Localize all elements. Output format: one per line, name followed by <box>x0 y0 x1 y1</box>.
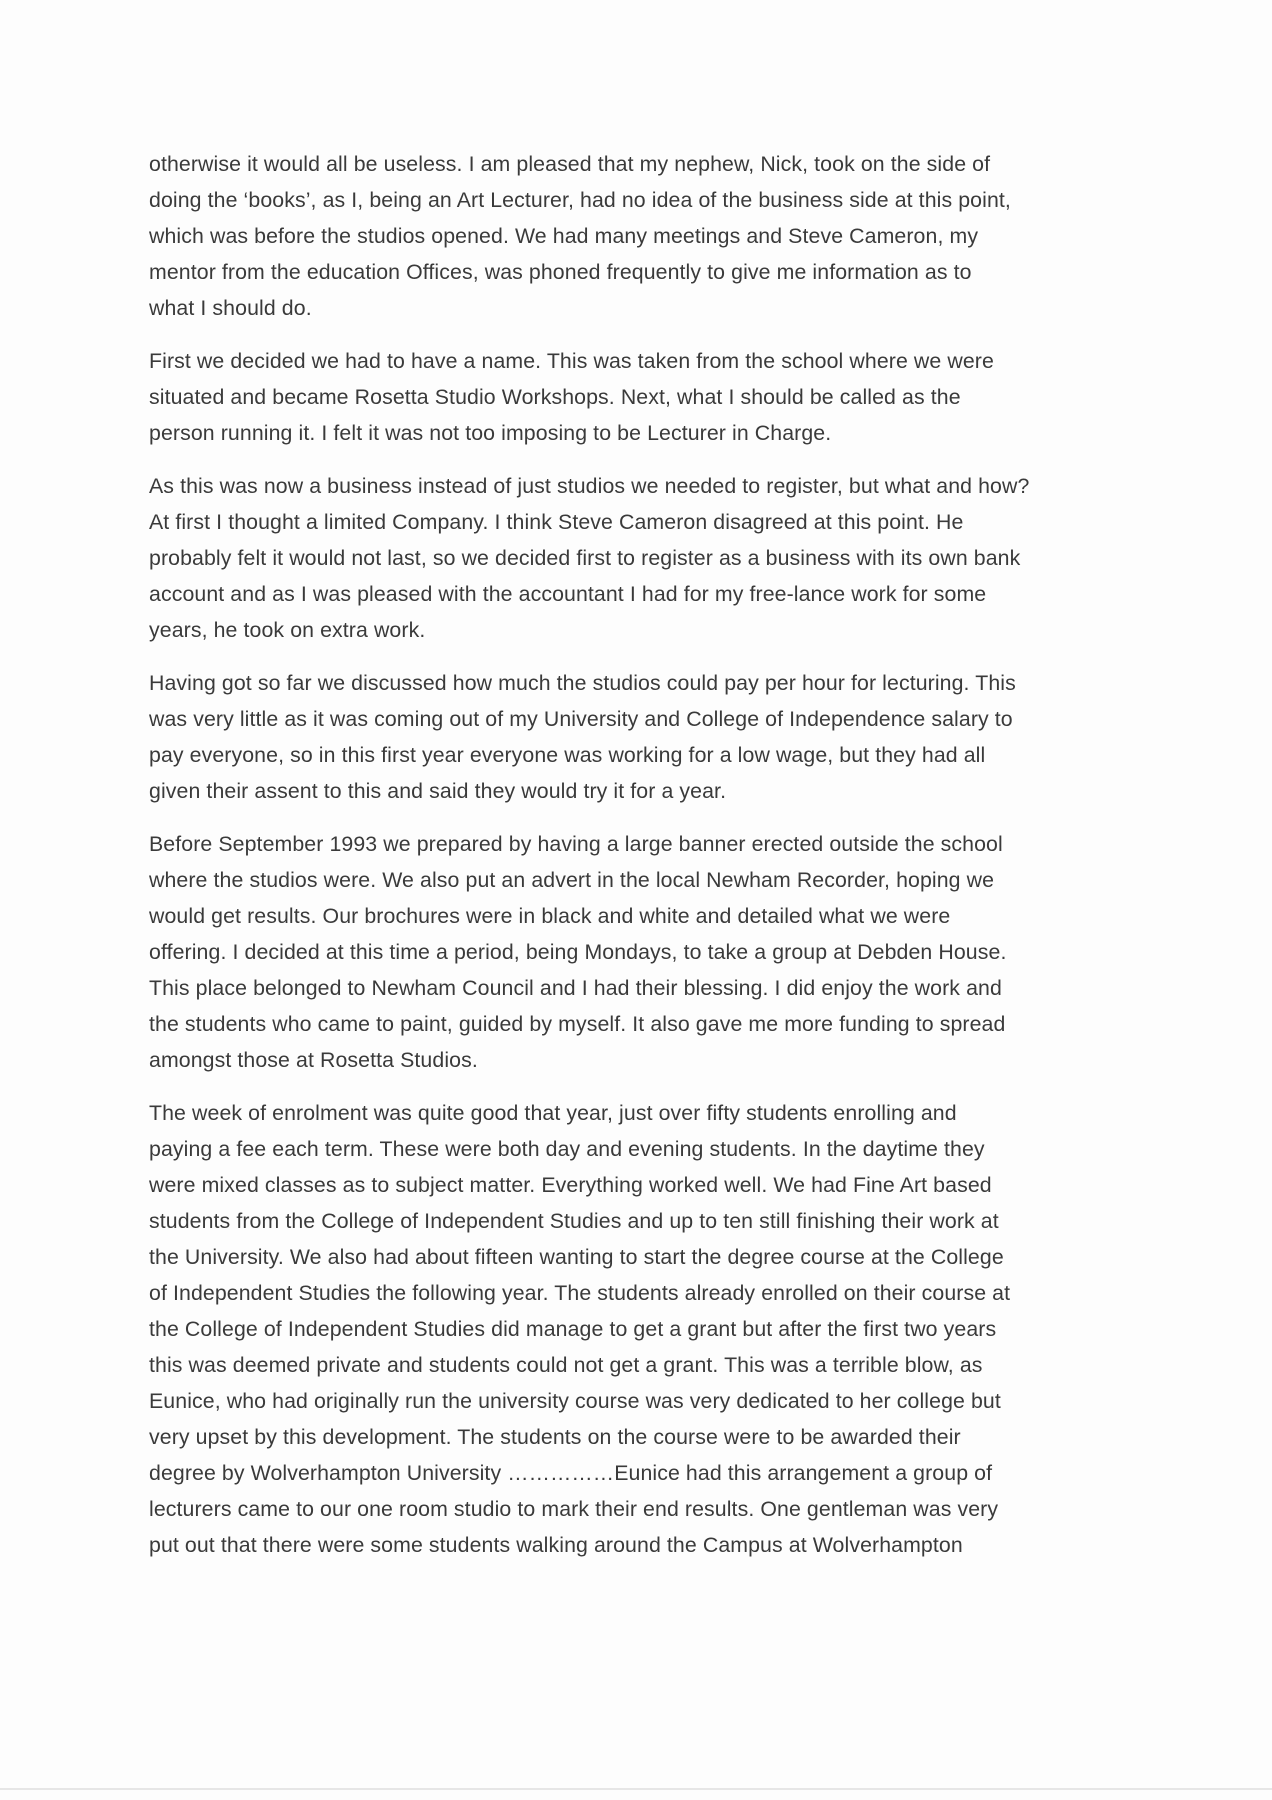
paragraph-1 <box>149 146 1139 326</box>
text-line: lecturers came to our one room studio to mark their end results. One gentleman was very <box>149 1497 999 1521</box>
text-line: As this was now a business instead of just studios we needed to register, but what and how? <box>149 474 1030 498</box>
text-line: years, he took on extra work. <box>149 618 426 642</box>
text-line: amongst those at Rosetta Studios. <box>149 1048 478 1072</box>
text-line: The week of enrolment was quite good that year, just over fifty students enrolling and <box>149 1101 957 1125</box>
text-line: of Independent Studies the following year. The students already enrolled on their course at <box>149 1281 1011 1305</box>
paragraph-2 <box>149 343 1139 451</box>
paragraph-4 <box>149 665 1139 809</box>
text-line: situated and became Rosetta Studio Workshops. Next, what I should be called as the <box>149 385 961 409</box>
paragraph-3 <box>149 468 1139 648</box>
text-line: First we decided we had to have a name. This was taken from the school where we were <box>149 349 994 373</box>
text-line: put out that there were some students walking around the Campus at Wolverhampton <box>149 1533 963 1557</box>
page-bottom-edge <box>0 1788 1272 1790</box>
document-body <box>149 146 1139 1580</box>
text-line: the College of Independent Studies did manage to get a grant but after the first two years <box>149 1317 997 1341</box>
text-line: were mixed classes as to subject matter. Everything worked well. We had Fine Art based <box>149 1173 992 1197</box>
text-line: would get results. Our brochures were in black and white and detailed what we were <box>149 904 951 928</box>
text-line: Before September 1993 we prepared by having a large banner erected outside the school <box>149 832 1003 856</box>
text-line: what I should do. <box>149 296 312 320</box>
text-line: very upset by this development. The students on the course were to be awarded their <box>149 1425 961 1449</box>
text-line: paying a fee each term. These were both day and evening students. In the daytime they <box>149 1137 985 1161</box>
text-line: where the studios were. We also put an advert in the local Newham Recorder, hoping we <box>149 868 995 892</box>
text-line: At first I thought a limited Company. I think Steve Cameron disagreed at this point. He <box>149 510 964 534</box>
text-line: otherwise it would all be useless. I am pleased that my nephew, Nick, took on the side of <box>149 152 991 176</box>
text-line: pay everyone, so in this first year everyone was working for a low wage, but they had all <box>149 743 986 767</box>
text-line: Having got so far we discussed how much the studios could pay per hour for lecturing. This <box>149 671 1016 695</box>
text-line: doing the ‘books’, as I, being an Art Lecturer, had no idea of the business side at this point, <box>149 188 1011 212</box>
text-line: probably felt it would not last, so we decided first to register as a business with its own bank <box>149 546 1021 570</box>
paragraph-5 <box>149 826 1139 1078</box>
text-line: the students who came to paint, guided by myself. It also gave me more funding to spread <box>149 1012 1006 1036</box>
text-line: which was before the studios opened. We had many meetings and Steve Cameron, my <box>149 224 979 248</box>
text-line: degree by Wolverhampton University ……………Eunice had this arrangement a group of <box>149 1461 993 1485</box>
text-line: this was deemed private and students could not get a grant. This was a terrible blow, as <box>149 1353 983 1377</box>
text-line: students from the College of Independent Studies and up to ten still finishing their work at <box>149 1209 999 1233</box>
text-line: given their assent to this and said they would try it for a year. <box>149 779 727 803</box>
paragraph-6 <box>149 1095 1139 1563</box>
text-line: mentor from the education Offices, was phoned frequently to give me information as to <box>149 260 972 284</box>
text-line: Eunice, who had originally run the university course was very dedicated to her college but <box>149 1389 1001 1413</box>
text-line: offering. I decided at this time a period, being Mondays, to take a group at Debden House. <box>149 940 1007 964</box>
text-line: was very little as it was coming out of my University and College of Independence salary to <box>149 707 1013 731</box>
text-line: person running it. I felt it was not too imposing to be Lecturer in Charge. <box>149 421 832 445</box>
text-line: This place belonged to Newham Council and I had their blessing. I did enjoy the work and <box>149 976 1002 1000</box>
text-line: the University. We also had about fifteen wanting to start the degree course at the College <box>149 1245 1004 1269</box>
text-line: account and as I was pleased with the accountant I had for my free-lance work for some <box>149 582 987 606</box>
